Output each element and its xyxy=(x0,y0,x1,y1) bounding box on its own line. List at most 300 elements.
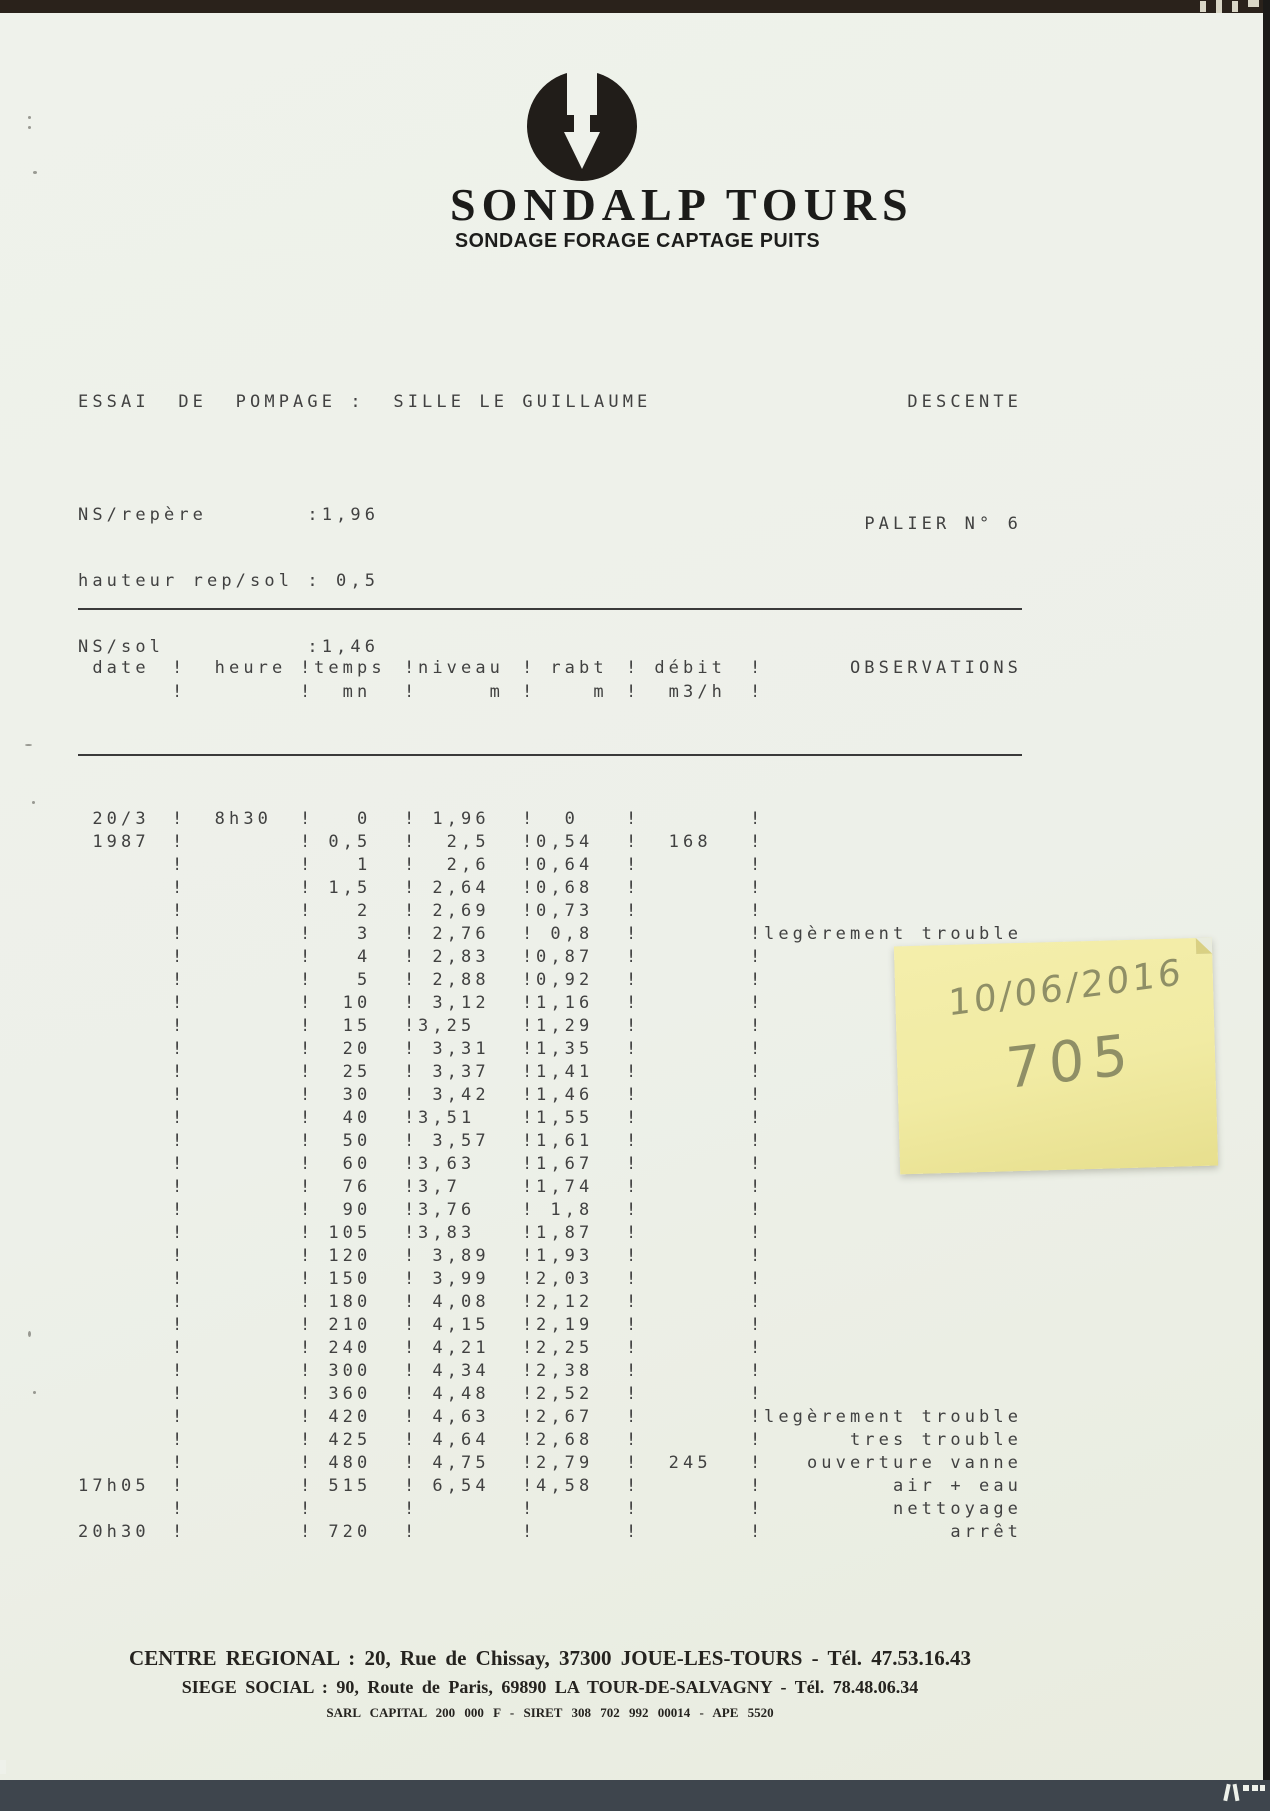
column-separator: ! xyxy=(404,855,419,875)
column-separator: ! xyxy=(404,947,419,967)
column-separator: ! xyxy=(626,1154,641,1174)
cell-temps: 25 xyxy=(314,1062,372,1082)
cell-rabt: 1,67 xyxy=(536,1154,594,1174)
footer-siege-social: SIEGE SOCIAL : 90, Route de Paris, 69890 LA TOUR-DE-SALVAGNY - Tél. 78.48.06.34 xyxy=(181,1677,919,1697)
cell-debit xyxy=(640,969,750,992)
cell-rabt: 0,8 xyxy=(536,924,594,944)
cell-date xyxy=(78,1199,172,1222)
scan-speck xyxy=(28,1331,31,1337)
column-separator: ! xyxy=(750,1361,765,1381)
cell-observations xyxy=(764,854,1022,877)
column-separator: ! xyxy=(404,1177,419,1197)
cell-date xyxy=(78,854,172,877)
cell-date xyxy=(78,1314,172,1337)
table-row xyxy=(78,1498,1022,1521)
cell-heure xyxy=(186,1429,300,1452)
cell-debit xyxy=(640,1291,750,1314)
cell-heure xyxy=(186,854,300,877)
cell-niveau: 3,42 xyxy=(418,1085,490,1105)
cell-heure xyxy=(186,1015,300,1038)
column-separator: ! xyxy=(750,855,765,875)
cell-temps: 0,5 xyxy=(314,832,372,852)
column-separator: ! xyxy=(404,1246,419,1266)
cell-observations xyxy=(764,877,1022,900)
column-separator: ! xyxy=(404,1315,419,1335)
cell-temps: 50 xyxy=(314,1131,372,1151)
column-separator: ! xyxy=(404,682,419,702)
column-separator: ! xyxy=(626,1338,641,1358)
cell-niveau: 4,15 xyxy=(418,1315,490,1335)
cell-debit: 245 xyxy=(640,1453,712,1473)
column-separator: ! xyxy=(172,947,187,967)
scan-artifact xyxy=(1243,1785,1249,1791)
scan-speck xyxy=(33,171,37,174)
cell-date xyxy=(78,1084,172,1107)
cell-observations: legèrement trouble xyxy=(764,924,1023,944)
table-row xyxy=(78,831,1022,854)
column-separator: ! xyxy=(626,1108,641,1128)
cell-date xyxy=(78,900,172,923)
cell-date xyxy=(78,1245,172,1268)
column-separator: ! xyxy=(300,924,315,944)
cell-niveau: 3,57 xyxy=(418,1131,490,1151)
cell-temps: 4 xyxy=(314,947,372,967)
column-separator: ! xyxy=(300,1453,315,1473)
column-separator: ! xyxy=(750,993,765,1013)
cell-niveau: m xyxy=(418,682,505,702)
column-separator: ! xyxy=(522,1453,537,1473)
column-separator: ! xyxy=(522,924,537,944)
column-separator: ! xyxy=(300,855,315,875)
column-separator: ! xyxy=(404,924,419,944)
column-separator: ! xyxy=(300,1154,315,1174)
cell-debit xyxy=(640,1176,750,1199)
column-separator: ! xyxy=(172,1453,187,1473)
column-separator: ! xyxy=(522,1315,537,1335)
column-separator: ! xyxy=(172,1108,187,1128)
column-separator: ! xyxy=(626,1499,641,1519)
cell-niveau: 3,51 xyxy=(418,1108,476,1128)
table-row xyxy=(78,1429,1022,1452)
column-separator: ! xyxy=(626,1131,641,1151)
column-separator: ! xyxy=(300,1269,315,1289)
cell-rabt: 0,54 xyxy=(536,832,594,852)
column-separator: ! xyxy=(750,1453,765,1473)
column-separator: ! xyxy=(626,1246,641,1266)
column-separator: ! xyxy=(750,1223,765,1243)
cell-debit xyxy=(640,1084,750,1107)
cell-niveau: 2,76 xyxy=(418,924,490,944)
cell-temps: 720 xyxy=(314,1522,372,1542)
cell-temps: 90 xyxy=(314,1200,372,1220)
column-separator: ! xyxy=(750,1246,765,1266)
column-separator: ! xyxy=(522,682,537,702)
cell-debit xyxy=(640,854,750,877)
column-separator: ! xyxy=(404,878,419,898)
cell-rabt: 0,92 xyxy=(536,970,594,990)
column-separator: ! xyxy=(626,1269,641,1289)
scan-edge-right xyxy=(1263,0,1270,1811)
column-separator: ! xyxy=(522,809,537,829)
cell-rabt: 1,55 xyxy=(536,1108,594,1128)
cell-temps: 5 xyxy=(314,970,372,990)
cell-temps: 1,5 xyxy=(314,878,372,898)
column-separator: ! xyxy=(404,901,419,921)
column-separator: ! xyxy=(172,901,187,921)
column-separator: ! xyxy=(404,658,419,678)
column-separator: ! xyxy=(626,1522,641,1542)
column-separator: ! xyxy=(300,1223,315,1243)
column-separator: ! xyxy=(522,832,537,852)
cell-rabt xyxy=(536,1498,626,1521)
table-row xyxy=(78,808,1022,831)
cell-niveau: 4,75 xyxy=(418,1453,490,1473)
scan-speck xyxy=(28,126,31,129)
cell-temps: 10 xyxy=(314,993,372,1013)
cell-niveau: 2,88 xyxy=(418,970,490,990)
cell-niveau: 2,83 xyxy=(418,947,490,967)
cell-niveau: niveau xyxy=(418,658,505,678)
table-row xyxy=(78,1107,1022,1130)
cell-observations xyxy=(764,900,1022,923)
cell-temps: 210 xyxy=(314,1315,372,1335)
column-separator: ! xyxy=(522,1154,537,1174)
column-separator: ! xyxy=(300,1016,315,1036)
column-separator: ! xyxy=(750,1476,765,1496)
column-separator: ! xyxy=(172,1476,187,1496)
column-separator: ! xyxy=(522,1361,537,1381)
pumping-test-table xyxy=(78,568,1022,1584)
column-separator: ! xyxy=(172,1315,187,1335)
column-separator: ! xyxy=(750,901,765,921)
cell-debit xyxy=(640,1038,750,1061)
cell-date xyxy=(78,877,172,900)
column-separator: ! xyxy=(404,1499,419,1519)
table-row xyxy=(78,1268,1022,1291)
scan-artifact xyxy=(1223,1784,1230,1801)
cell-date xyxy=(78,1291,172,1314)
column-separator: ! xyxy=(626,1200,641,1220)
cell-date: date xyxy=(78,658,150,678)
column-separator: ! xyxy=(300,878,315,898)
column-separator: ! xyxy=(404,1384,419,1404)
column-separator: ! xyxy=(300,1315,315,1335)
cell-temps: mn xyxy=(314,682,372,702)
cell-heure xyxy=(186,1383,300,1406)
column-separator: ! xyxy=(172,832,187,852)
cell-debit: 168 xyxy=(640,832,712,852)
column-separator: ! xyxy=(172,1154,187,1174)
cell-debit xyxy=(640,1429,750,1452)
sticky-note-fold xyxy=(1196,938,1212,954)
cell-niveau: 3,99 xyxy=(418,1269,490,1289)
column-separator: ! xyxy=(404,993,419,1013)
column-separator: ! xyxy=(300,1476,315,1496)
column-separator: ! xyxy=(300,947,315,967)
cell-debit xyxy=(640,808,750,831)
scan-artifact xyxy=(0,1760,6,1774)
column-separator: ! xyxy=(404,1016,419,1036)
cell-heure xyxy=(186,1084,300,1107)
cell-temps: 480 xyxy=(314,1453,372,1473)
cell-heure xyxy=(186,900,300,923)
cell-niveau: 4,48 xyxy=(418,1384,490,1404)
cell-niveau: 6,54 xyxy=(418,1476,490,1496)
cell-date xyxy=(78,1130,172,1153)
column-separator: ! xyxy=(172,1269,187,1289)
column-separator: ! xyxy=(172,1522,187,1542)
column-separator: ! xyxy=(172,1177,187,1197)
cell-rabt: 2,03 xyxy=(536,1269,594,1289)
sondalp-logo-icon xyxy=(526,70,638,182)
column-separator: ! xyxy=(750,1522,765,1542)
cell-niveau: 1,96 xyxy=(418,809,490,829)
cell-niveau: 3,12 xyxy=(418,993,490,1013)
cell-niveau: 3,63 xyxy=(418,1154,476,1174)
cell-niveau: 2,64 xyxy=(418,878,490,898)
column-separator: ! xyxy=(300,970,315,990)
cell-rabt: 1,93 xyxy=(536,1246,594,1266)
cell-heure xyxy=(186,1222,300,1245)
cell-observations xyxy=(764,680,1022,704)
column-separator: ! xyxy=(172,1246,187,1266)
column-separator: ! xyxy=(522,947,537,967)
info-hauteur-rep-sol: hauteur rep/sol : 0,5 xyxy=(78,571,380,591)
table-row xyxy=(78,854,1022,877)
cell-heure xyxy=(186,923,300,946)
company-tagline: SONDAGE FORAGE CAPTAGE PUITS xyxy=(455,230,821,252)
cell-rabt: 1,8 xyxy=(536,1200,594,1220)
column-separator: ! xyxy=(750,924,765,944)
column-separator: ! xyxy=(172,855,187,875)
cell-debit xyxy=(640,1107,750,1130)
column-separator: ! xyxy=(750,1062,765,1082)
cell-heure xyxy=(186,946,300,969)
cell-observations: air + eau xyxy=(892,1476,1022,1496)
cell-niveau: 3,25 xyxy=(418,1016,476,1036)
column-separator: ! xyxy=(172,924,187,944)
cell-rabt: 1,61 xyxy=(536,1131,594,1151)
column-separator: ! xyxy=(404,1338,419,1358)
column-separator: ! xyxy=(522,1522,537,1542)
column-separator: ! xyxy=(626,1177,641,1197)
column-separator: ! xyxy=(626,809,641,829)
cell-niveau: 3,37 xyxy=(418,1062,490,1082)
column-separator: ! xyxy=(750,682,765,702)
column-separator: ! xyxy=(626,1039,641,1059)
column-separator: ! xyxy=(172,1499,187,1519)
cell-rabt: 0,73 xyxy=(536,901,594,921)
table-row xyxy=(78,992,1022,1015)
scan-artifact xyxy=(1260,1785,1265,1791)
cell-date xyxy=(78,992,172,1015)
cell-temps: 425 xyxy=(314,1430,372,1450)
cell-niveau xyxy=(418,1521,522,1544)
cell-rabt: 2,25 xyxy=(536,1338,594,1358)
footer-legal: SARL CAPITAL 200 000 F - SIRET 308 702 992 00014 - APE 5520 xyxy=(326,1705,774,1720)
cell-rabt: 1,41 xyxy=(536,1062,594,1082)
column-separator: ! xyxy=(750,809,765,829)
cell-date xyxy=(78,1452,172,1475)
cell-rabt: 2,52 xyxy=(536,1384,594,1404)
column-separator: ! xyxy=(522,1269,537,1289)
cell-date xyxy=(78,680,172,704)
test-title: ESSAI DE POMPAGE : SILLE LE GUILLAUME xyxy=(78,392,652,412)
cell-observations: arrêt xyxy=(950,1522,1022,1542)
cell-rabt: 1,35 xyxy=(536,1039,594,1059)
column-separator: ! xyxy=(750,1407,765,1427)
column-separator: ! xyxy=(404,970,419,990)
table-header xyxy=(78,656,1022,704)
column-separator: ! xyxy=(172,878,187,898)
column-separator: ! xyxy=(626,993,641,1013)
column-separator: ! xyxy=(172,1223,187,1243)
cell-observations xyxy=(764,1383,1022,1406)
column-separator: ! xyxy=(626,1085,641,1105)
handwritten-number: 705 xyxy=(1004,1022,1138,1103)
cell-niveau: 3,7 xyxy=(418,1177,462,1197)
column-separator: ! xyxy=(172,993,187,1013)
scan-artifact xyxy=(1233,1784,1240,1801)
scan-artifact xyxy=(1248,0,1259,7)
table-row xyxy=(78,1084,1022,1107)
cell-rabt: 2,68 xyxy=(536,1430,594,1450)
table-header-row xyxy=(78,656,1022,680)
cell-heure xyxy=(186,1268,300,1291)
cell-heure xyxy=(186,877,300,900)
column-separator: ! xyxy=(750,1430,765,1450)
cell-debit xyxy=(640,992,750,1015)
column-separator: ! xyxy=(404,1407,419,1427)
cell-observations xyxy=(764,1291,1022,1314)
cell-niveau: 4,08 xyxy=(418,1292,490,1312)
scan-artifact xyxy=(1216,0,1222,13)
table-body xyxy=(78,808,1022,1544)
table-row xyxy=(78,1130,1022,1153)
cell-debit xyxy=(640,1521,750,1544)
cell-heure xyxy=(186,1360,300,1383)
column-separator: ! xyxy=(750,1292,765,1312)
column-separator: ! xyxy=(522,1499,537,1519)
column-separator: ! xyxy=(172,1016,187,1036)
column-separator: ! xyxy=(522,1062,537,1082)
scan-speck xyxy=(28,116,31,119)
column-separator: ! xyxy=(750,1085,765,1105)
cell-date xyxy=(78,1107,172,1130)
table-row xyxy=(78,946,1022,969)
cell-rabt: 2,67 xyxy=(536,1407,594,1427)
cell-heure xyxy=(186,1038,300,1061)
column-separator: ! xyxy=(626,1315,641,1335)
cell-debit xyxy=(640,900,750,923)
column-separator: ! xyxy=(626,682,641,702)
column-separator: ! xyxy=(300,809,315,829)
column-separator: ! xyxy=(750,658,765,678)
cell-temps: 515 xyxy=(314,1476,372,1496)
cell-debit xyxy=(640,946,750,969)
column-separator: ! xyxy=(404,1453,419,1473)
column-separator: ! xyxy=(172,1430,187,1450)
cell-debit xyxy=(640,1268,750,1291)
table-header-units-row xyxy=(78,680,1022,704)
cell-niveau: 4,63 xyxy=(418,1407,490,1427)
column-separator: ! xyxy=(522,1430,537,1450)
cell-niveau: 2,6 xyxy=(418,855,490,875)
cell-temps: 120 xyxy=(314,1246,372,1266)
cell-heure xyxy=(186,1153,300,1176)
cell-date xyxy=(78,969,172,992)
column-separator: ! xyxy=(300,1499,315,1519)
cell-temps: 360 xyxy=(314,1384,372,1404)
cell-temps: 180 xyxy=(314,1292,372,1312)
cell-rabt: 1,74 xyxy=(536,1177,594,1197)
cell-debit xyxy=(640,923,750,946)
cell-date xyxy=(78,1406,172,1429)
column-separator: ! xyxy=(404,1522,419,1542)
cell-date xyxy=(78,1360,172,1383)
column-separator: ! xyxy=(300,1177,315,1197)
cell-rabt: 2,12 xyxy=(536,1292,594,1312)
column-separator: ! xyxy=(172,1407,187,1427)
cell-rabt: 4,58 xyxy=(536,1476,594,1496)
cell-temps: 60 xyxy=(314,1154,372,1174)
column-separator: ! xyxy=(404,1269,419,1289)
column-separator: ! xyxy=(522,1246,537,1266)
table-row xyxy=(78,1015,1022,1038)
cell-heure xyxy=(186,1245,300,1268)
cell-observations: nettoyage xyxy=(892,1499,1022,1519)
column-separator: ! xyxy=(172,1200,187,1220)
cell-debit xyxy=(640,1406,750,1429)
column-separator: ! xyxy=(750,1499,765,1519)
scan-speck xyxy=(25,744,32,746)
table-row xyxy=(78,923,1022,946)
cell-rabt: 1,16 xyxy=(536,993,594,1013)
document-paper xyxy=(0,13,1263,1780)
cell-observations xyxy=(764,1176,1022,1199)
table-row xyxy=(78,900,1022,923)
table-row xyxy=(78,1406,1022,1429)
cell-date xyxy=(78,1153,172,1176)
column-separator: ! xyxy=(172,1131,187,1151)
column-separator: ! xyxy=(404,1085,419,1105)
cell-observations: tres trouble xyxy=(849,1430,1022,1450)
cell-debit xyxy=(640,1314,750,1337)
cell-date xyxy=(78,1498,172,1521)
cell-niveau: 2,69 xyxy=(418,901,490,921)
cell-rabt: 1,87 xyxy=(536,1223,594,1243)
column-separator: ! xyxy=(404,1108,419,1128)
scan-speck xyxy=(32,801,35,804)
cell-temps: 240 xyxy=(314,1338,372,1358)
cell-temps: 150 xyxy=(314,1269,372,1289)
cell-debit xyxy=(640,1498,750,1521)
column-separator: ! xyxy=(172,1361,187,1381)
column-separator: ! xyxy=(750,1315,765,1335)
cell-niveau: 4,34 xyxy=(418,1361,490,1381)
cell-heure: heure xyxy=(186,658,287,678)
column-separator: ! xyxy=(404,809,419,829)
column-separator: ! xyxy=(750,1131,765,1151)
letter-footer xyxy=(78,1643,1022,1725)
column-separator: ! xyxy=(522,1039,537,1059)
table-row xyxy=(78,1176,1022,1199)
cell-date: 20/3 xyxy=(78,809,150,829)
cell-niveau xyxy=(418,1498,522,1521)
cell-debit: m3/h xyxy=(640,682,727,702)
column-separator: ! xyxy=(626,878,641,898)
column-separator: ! xyxy=(626,1062,641,1082)
